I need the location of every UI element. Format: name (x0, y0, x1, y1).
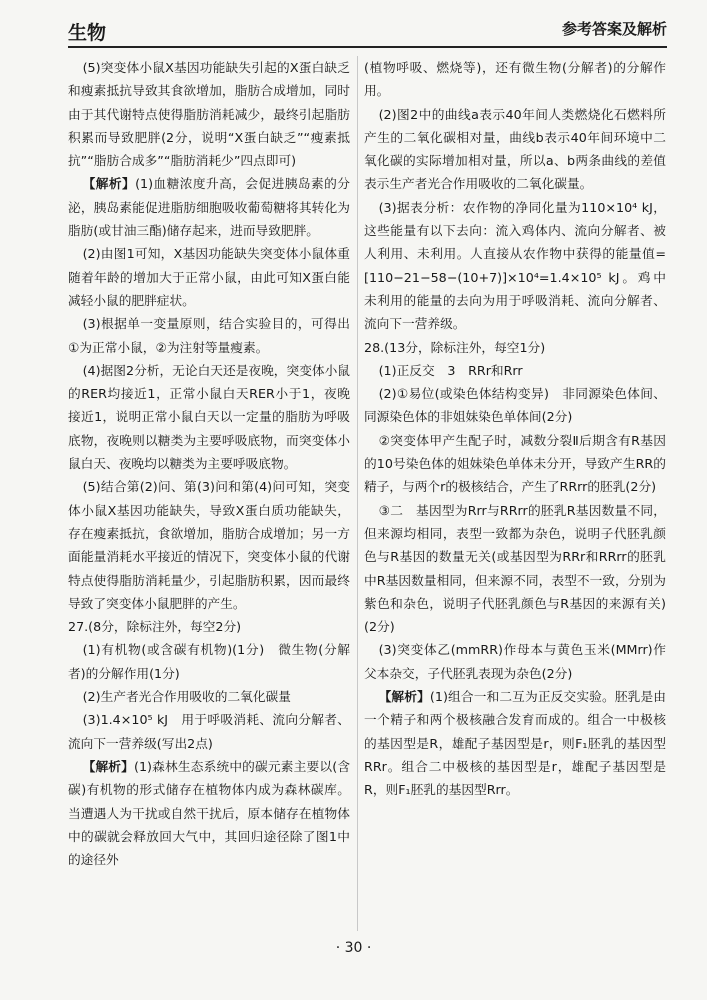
paragraph (364, 196, 666, 336)
paragraph (364, 56, 666, 103)
analysis-tag: 【解析】 (378, 689, 430, 705)
paragraph (68, 685, 350, 708)
paragraph (364, 336, 666, 359)
paragraph (68, 56, 350, 172)
paragraph-text: (1)正反交 3 RRr和Rrr (378, 362, 523, 378)
subject-title: 生物 (68, 22, 107, 44)
paragraph (68, 755, 350, 871)
page-number: · 30 · (335, 940, 372, 956)
paragraph-text: (1)森林生态系统中的碳元素主要以(含碳)有机物的形式储存在植物体内成为森林碳库。当遭遇人为干扰或自然干扰后，原本储存在植物体中的碳就会释放回大气中，其回归途径除了图1中的途径外 (68, 758, 351, 868)
paragraph (68, 708, 350, 755)
paragraph (364, 382, 666, 429)
paragraph (68, 359, 350, 475)
paragraph-text: (3)1.4×10⁵ kJ 用于呼吸消耗、流向分解者、流向下一营养级(写出2点) (68, 712, 350, 751)
paragraph-text: (2)图2中的曲线a表示40年间人类燃烧化石燃料所产生的二氧化碳相对量，曲线b表示40年间环境中二氧化碳的实际增加相对量，所以a、b两条曲线的差值表示生产者光合作用吸收的二氧化碳量。 (364, 106, 666, 192)
analysis-tag: 【解析】 (82, 758, 135, 774)
paragraph (68, 638, 350, 685)
paragraph (68, 312, 350, 359)
paragraph-text: (5)结合第(2)问、第(3)问和第(4)问可知，突变体小鼠X基因功能缺失，导致X蛋白质功能缺失，存在瘦素抵抗，食欲增加，脂肪合成增加；另一方面能量消耗水平接近的情况下，突变体小鼠的代谢特点使得脂肪消耗量少，引起脂肪积累，因而最终导致了突变体小鼠肥胖的产生。 (68, 479, 350, 611)
paragraph-text: (3)据表分析：农作物的净同化量为110×10⁴ kJ，这些能量有以下去向：流入鸡体内、流向分解者、被人利用、未利用。人直接从农作物中获得的能量值=[110−21−58−(10+7)]×10⁴=1.4×10⁵ kJ。鸡中未利用的能量的去向为用于呼吸消耗、流向分解者、流向下一营养级。 (364, 199, 666, 332)
paragraph-text: ③二 基因型为Rrr与RRrr的胚乳R基因数量不同，但来源均相同，表型一致都为杂色，说明子代胚乳颜色与R基因的数量无关(或基因型为RRr和RRrr的胚乳中R基因数量相同，但来源不同，表型不一致，分别为紫色和杂色，说明子代胚乳颜色与R基因的来源有关)(2分) (364, 502, 666, 635)
paragraph (364, 103, 666, 196)
paragraph-text: ②突变体甲产生配子时，减数分裂Ⅱ后期含有R基因的10号染色体的姐妹染色单体未分开，导致产生RR的精子，与两个r的极核结合，产生了RRrr的胚乳(2分) (364, 432, 666, 495)
paragraph (68, 172, 350, 242)
paragraph (364, 359, 666, 382)
paragraph (364, 499, 666, 639)
paragraph-text: (2)①易位(或染色体结构变异) 非同源染色体间、同源染色体的非姐妹染色单体间(2分) (364, 386, 666, 425)
section-title: 参考答案及解析 (561, 20, 667, 38)
header-rule (68, 46, 667, 48)
left-column (68, 56, 350, 871)
paragraph-text: 27.(8分，除标注外，每空2分) (68, 619, 242, 635)
paragraph (68, 475, 350, 615)
paragraph-text: 28.(13分，除标注外，每空1分) (364, 339, 546, 355)
paragraph (364, 429, 666, 499)
paragraph (364, 685, 666, 801)
paragraph-text: (5)突变体小鼠X基因功能缺失引起的X蛋白缺乏和瘦素抵抗导致其食欲增加，脂肪合成增加，同时由于其代谢特点使得脂肪消耗减少，最终引起脂肪积累而导致肥胖(2分，说明“X蛋白缺乏”“瘦素抵抗”“脂肪合成多”“脂肪消耗少”四点即可) (68, 60, 350, 169)
right-column (364, 56, 666, 802)
paragraph-text: (2)由图1可知，X基因功能缺失突变体小鼠体重随着年龄的增加大于正常小鼠，由此可知X蛋白能减轻小鼠的肥胖症状。 (68, 246, 350, 308)
analysis-tag: 【解析】 (82, 176, 136, 192)
paragraph-text: (1)有机物(或含碳有机物)(1分) 微生物(分解者)的分解作用(1分) (68, 642, 350, 681)
column-divider (357, 56, 358, 931)
paragraph (364, 638, 666, 685)
paragraph (68, 242, 350, 312)
paragraph-text: (1)血糖浓度升高，会促进胰岛素的分泌，胰岛素能促进脂肪细胞吸收葡萄糖将其转化为脂肪(或甘油三酯)储存起来，进而导致肥胖。 (68, 176, 350, 239)
paragraph-text: (3)突变体乙(mmRR)作母本与黄色玉米(MMrr)作父本杂交，子代胚乳表现为杂色(2分) (364, 642, 666, 681)
paragraph-text: (4)据图2分析，无论白天还是夜晚，突变体小鼠的RER均接近1，正常小鼠白天RER小于1，夜晚接近1，说明正常小鼠白天以一定量的脂肪为呼吸底物，夜晚则以糖类为主要呼吸底物，而突变体小鼠白天、夜晚均以糖类为主要呼吸底物。 (68, 362, 350, 472)
paragraph-text: (植物呼吸、燃烧等)，还有微生物(分解者)的分解作用。 (364, 60, 666, 99)
paragraph-text: (2)生产者光合作用吸收的二氧化碳量 (82, 689, 291, 705)
paragraph (68, 615, 350, 638)
paragraph-text: (3)根据单一变量原则，结合实验目的，可得出①为正常小鼠，②为注射等量瘦素。 (68, 316, 350, 355)
paragraph-text: (1)组合一和二互为正反交实验。胚乳是由一个精子和两个极核融合发育而成的。组合一中极核的基因型是R，雄配子基因型是r，则F₁胚乳的基因型RRr。组合二中极核的基因型是r，雄配子基因型是R，则F₁胚乳的基因型Rrr。 (364, 689, 666, 798)
